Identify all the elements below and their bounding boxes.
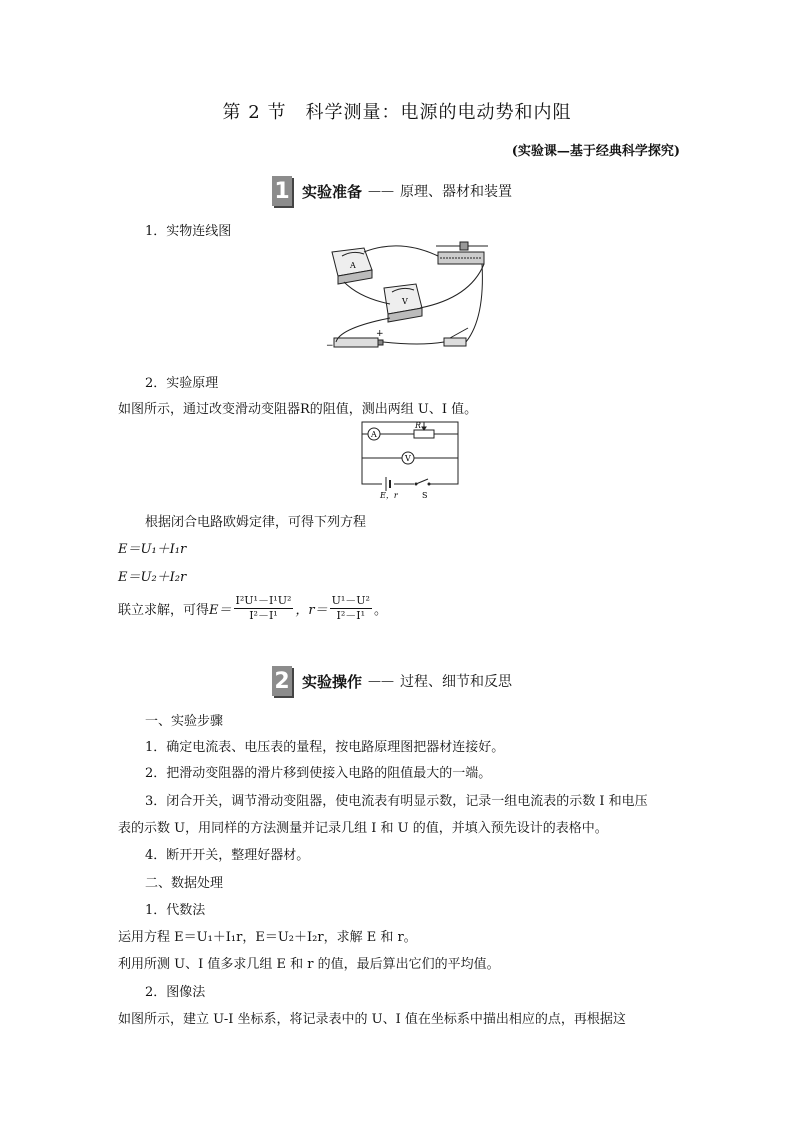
battery-minus-label: − [326, 341, 334, 351]
r-denominator: I²－I¹ [336, 609, 366, 622]
step-3-line-1: 3．闭合开关，调节滑动变阻器，使电流表有明显示数，记录一组电流表的示数 I 和电压 [145, 794, 648, 809]
method-1-title: 1．代数法 [145, 903, 206, 918]
law-text: 根据闭合电路欧姆定律，可得下列方程 [145, 515, 367, 530]
battery-plus-label: + [376, 329, 384, 339]
section-2-number: 2 [272, 666, 292, 696]
rheostat-label: R [415, 421, 422, 430]
ammeter-label: A [350, 261, 356, 270]
section-1-header [272, 176, 512, 206]
solution-prefix: 联立求解，可得 [118, 603, 210, 618]
page-subtitle: (实验课—基于经典科学探究) [511, 144, 680, 159]
equation-2: E＝U₂＋I₂r [118, 570, 187, 585]
circuit-ammeter-label: A [371, 430, 377, 439]
section-1-number: 1 [272, 176, 292, 206]
r-numerator: U¹－U² [331, 594, 370, 607]
step-2: 2．把滑动变阻器的滑片移到使接入电路的阻值最大的一端。 [145, 766, 492, 781]
section-2-header [272, 666, 512, 696]
section-2-subtitle: 过程、细节和反思 [400, 674, 513, 690]
r-label: ，r＝ [295, 603, 328, 618]
method-1-text-a: 运用方程 E＝U₁＋I₁r，E＝U₂＋I₂r，求解 E 和 r。 [118, 930, 417, 945]
section-2-dash: —— [368, 673, 395, 689]
E-denominator: I²－I¹ [249, 609, 278, 622]
prep-item-1: 1．实物连线图 [145, 224, 232, 239]
prep-item-2: 2．实验原理 [145, 376, 219, 391]
principle-text: 如图所示，通过改变滑动变阻器R的阻值，测出两组 U、I 值。 [118, 402, 478, 417]
equation-1: E＝U₁＋I₁r [118, 542, 187, 557]
switch-label: S [422, 491, 428, 500]
method-2-title: 2．图像法 [145, 985, 206, 1000]
solution-line [118, 594, 387, 623]
solution-end: 。 [373, 603, 387, 618]
E-label: E＝ [209, 603, 232, 618]
step-1: 1．确定电流表、电压表的量程，按电路原理图把器材连接好。 [145, 740, 505, 755]
steps-heading: 一、实验步骤 [145, 714, 224, 729]
section-2-name: 实验操作 [302, 672, 363, 691]
section-1-dash: —— [368, 183, 395, 199]
step-3-line-2: 表的示数 U，用同样的方法测量并记录几组 I 和 U 的值，并填入预先设计的表格中。 [118, 821, 608, 836]
E-fraction [234, 594, 294, 623]
page-title: 第 2 节 科学测量：电源的电动势和内阻 [222, 102, 572, 123]
E-numerator: I²U¹－I¹U² [235, 594, 292, 607]
r-fraction [330, 594, 372, 623]
wiring-figure [320, 238, 500, 358]
voltmeter-label: V [402, 297, 408, 306]
step-4: 4．断开开关，整理好器材。 [145, 848, 310, 863]
method-1-text-b: 利用所测 U、I 值多求几组 E 和 r 的值，最后算出它们的平均值。 [118, 957, 500, 972]
circuit-diagram [352, 418, 464, 500]
battery-label: E，r [380, 491, 398, 500]
section-1-subtitle: 原理、器材和装置 [400, 184, 513, 200]
method-2-text: 如图所示，建立 U-I 坐标系，将记录表中的 U、I 值在坐标系中描出相应的点，再根据这 [118, 1012, 626, 1027]
section-1-name: 实验准备 [302, 182, 363, 201]
data-heading: 二、数据处理 [145, 876, 224, 891]
circuit-voltmeter-label: V [405, 454, 411, 463]
